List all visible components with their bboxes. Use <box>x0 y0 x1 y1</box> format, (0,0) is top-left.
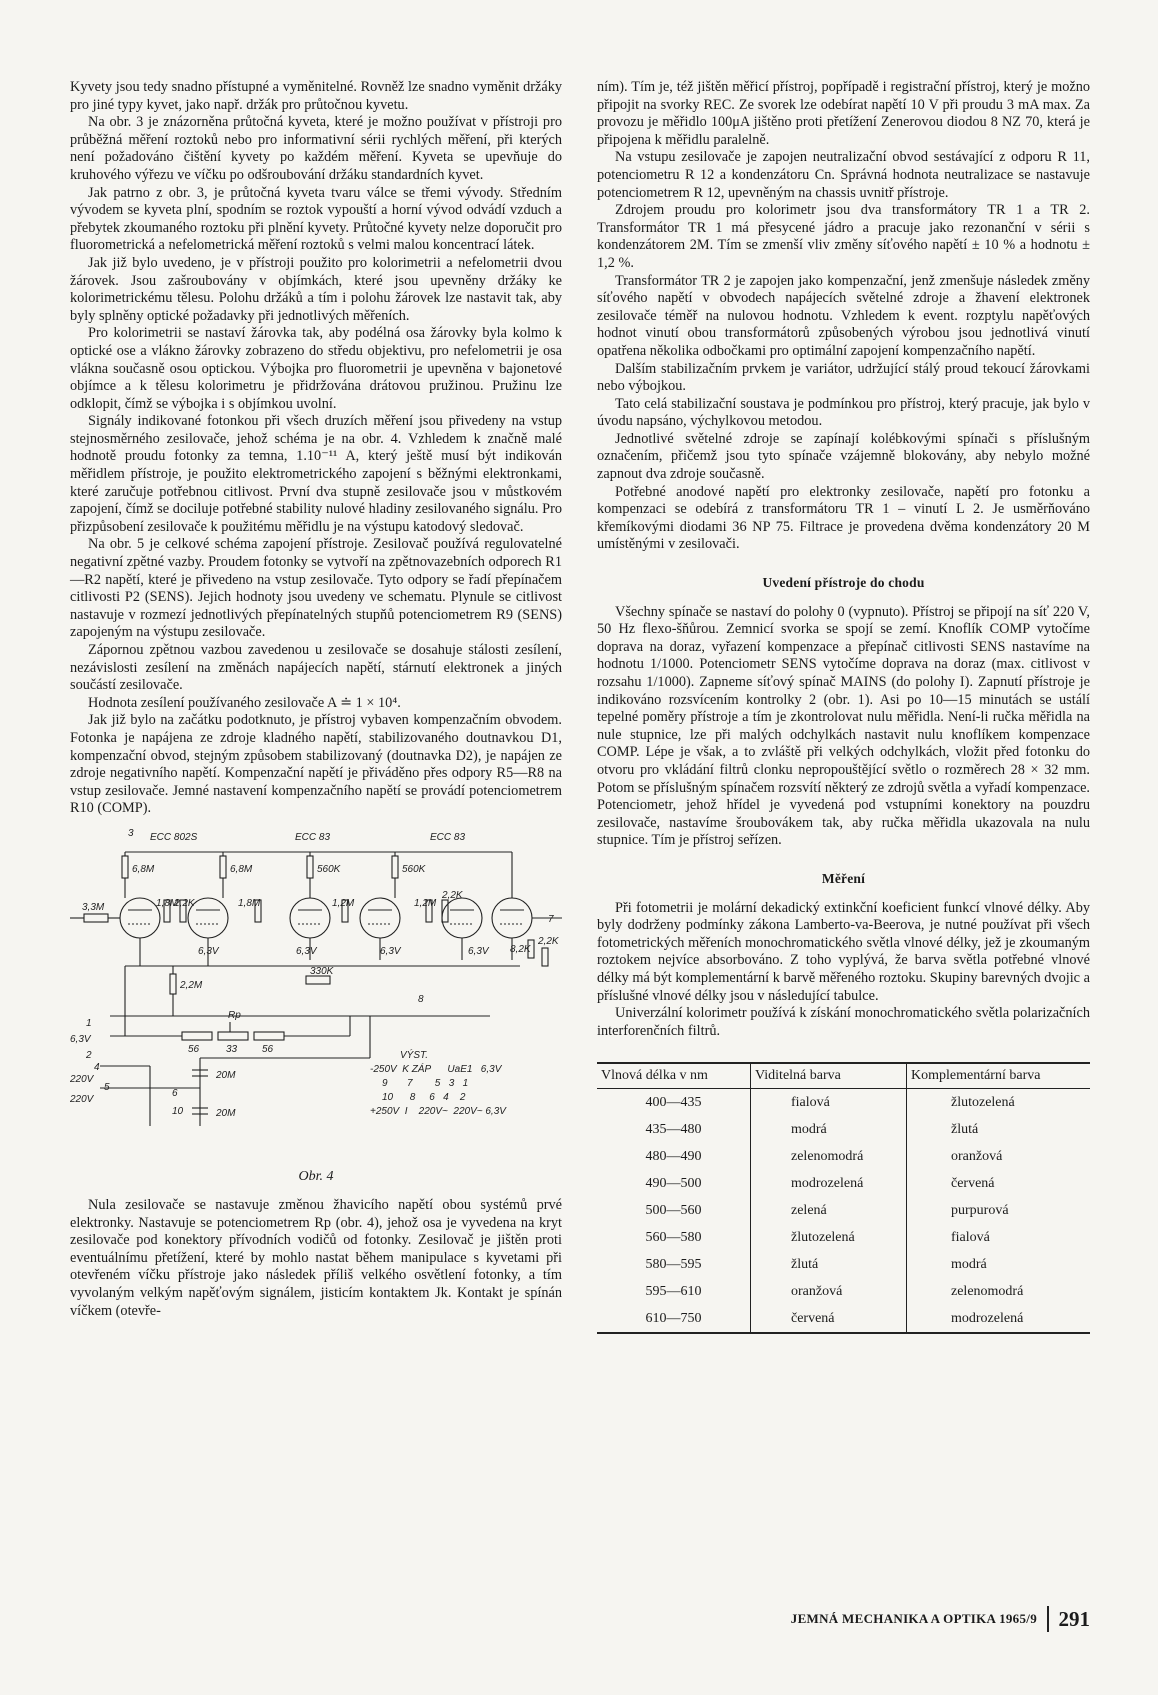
paragraph: Signály indikované fotonkou při všech druzích měření jsou přivedeny na vstup stejnosměrného zesilovače, jehož schéma je na obr. 4. Vzhledem k značně malé hodnotě proudu fotonky za temna, 1.10⁻¹¹ A, který ještě musí být indikován měřidlem přístroje, je použito elektrometrického zapojení s běžnými elektronkami, které zaručuje potřebnou citlivost. První dva stupně zesilovače jsou v můstkovém zapojení, čímž se dociluje potřebné stability nulové hladiny zesilovaného signálu. Pro přizpůsobení zesilovače k použitému měřidlu je na výstupu katodový sledovač. <box>70 413 562 535</box>
wavelength-table <box>597 1062 1090 1334</box>
table-cell: zelenomodrá <box>907 1278 1091 1305</box>
table-row <box>597 1170 1090 1197</box>
table-cell: modrá <box>907 1251 1091 1278</box>
table-row <box>597 1278 1090 1305</box>
paragraph: Zápornou zpětnou vazbou zavedenou u zesilovače se dosahuje stálosti zesílení, nezávislosti zesílení na změnách napájecích napětí, stárnutí elektronek a jiných součástí zesilovače. <box>70 642 562 694</box>
resistor-label: 56 <box>262 1043 274 1055</box>
input-label: 220V <box>70 1073 94 1085</box>
connector-row: +250V I 220V~ 220V~ 6,3V <box>370 1105 506 1117</box>
node-number: 1 <box>86 1017 92 1029</box>
resistor-label: 2,2K <box>174 897 195 909</box>
resistor-label: 56 <box>188 1043 200 1055</box>
resistor-label: 2,2M <box>180 979 203 991</box>
paragraph: Jednotlivé světelné zdroje se zapínají kolébkovými spínači s příslušným označením, přičemž jsou tyto spínače vzájemně blokovány, aby nebylo možné zapnout dva zdroje současně. <box>597 430 1090 483</box>
table-cell: oranžová <box>907 1143 1091 1170</box>
paragraph: Na vstupu zesilovače je zapojen neutralizační obvod sestávající z odporu R 11, potenciometru R 12 a kondenzátoru Cn. Správná hodnota neutralizace se nastavuje potenciometrem R 12, upevněným na chassis uvnitř přístroje. <box>597 149 1090 201</box>
table-cell: zelená <box>751 1197 907 1224</box>
resistor-label: 1,2M <box>332 897 355 909</box>
table-row <box>597 1143 1090 1170</box>
table-cell: 595—610 <box>645 1284 702 1300</box>
paragraph: Jak již bylo na začátku podotknuto, je přístroj vybaven kompenzačním obvodem. Fotonka je napájena ze zdroje kladného napětí, stabilizovaného doutnavkou D1, kompenzační obvod, stejným způsobem stabilizovaný (doutnavka D2), je napájen ze zdroje negativního napětí. Kompenzační napětí je přiváděno přes odpory R5—R8 na vstup zesilovače. Jemné nastavení kompenzačního napětí se provádí potenciometrem R10 (COMP). <box>70 712 562 817</box>
resistor-label: 560K <box>402 863 426 875</box>
table-cell: modrozelená <box>751 1170 907 1197</box>
table-header-row <box>597 1063 1090 1089</box>
heater-label: 6,3V <box>198 945 219 957</box>
node-number: 7 <box>548 913 554 925</box>
paragraph: Hodnota zesílení používaného zesilovače A ≐ 1 × 10⁴. <box>88 694 401 711</box>
paragraph: Univerzální kolorimetr používá k získání monochromatického světla polarizačních interforenčních filtrů. <box>597 1005 1090 1039</box>
paragraph: Jak patrno z obr. 3, je průtočná kyveta tvaru válce se třemi vývody. Středním vývodem se kyveta plní, spodním se roztok vypouští a horní vývod odvádí vzduch a přebytek zkoumaného roztoku při plnění kyvety. Průtočné kyvety nelze doporučit pro fluorometrická a nefelometrická měření roztoků s velmi malou koncentrací látek. <box>70 184 562 254</box>
resistor-label: 1,8M <box>238 897 261 909</box>
page-number: 291 <box>1058 1606 1090 1631</box>
paragraph: Na obr. 5 je celkové schéma zapojení přístroje. Zesilovač používá regulovatelné negativní zpětné vazby. Proudem fotonky se vytvoří na zpětnovazebních odporech R1—R2 napětí, které je přivedeno na vstup zesilovače. Tyto odpory se řadí přepínačem citlivosti P2 (SENS). Jejich hodnoty jsou uvedeny ve schematu. Plynule se citlivost nastavuje v rozmezí jednotlivých přepínatelných stupňů potenciometrem R9 (SENS) zapojeným na výstupu zesilovače. <box>70 536 562 641</box>
table-row <box>597 1116 1090 1143</box>
paragraph: Transformátor TR 2 je zapojen jako kompenzační, jenž zmenšuje následek změny síťového napětí v obvodech napájecích světelné zdroje a žhavení elektronek zesilovače téměř na nulovou hodnotu. Vzhledem k event. rozptylu napěťových hodnot vinutí obou transformátorů způsobených výrobou jsou jednotlivá vinutí opatřena několika odbočkami pro optimální zapojení kompenzačního napětí. <box>597 272 1090 359</box>
connector-title: VÝST. <box>400 1049 428 1061</box>
resistor-label: 560K <box>317 863 341 875</box>
capacitor-label: 20M <box>216 1069 236 1081</box>
table-cell: žlutozelená <box>907 1089 1091 1117</box>
table-cell: zelenomodrá <box>751 1143 907 1170</box>
table-cell: žlutá <box>907 1116 1091 1143</box>
input-label: 6,3V <box>70 1033 91 1045</box>
table-cell: purpurová <box>907 1197 1091 1224</box>
node-number: 5 <box>104 1081 110 1093</box>
table-cell: 610—750 <box>597 1305 751 1333</box>
resistor-label: 6,8M <box>230 863 253 875</box>
table-cell: 580—595 <box>645 1257 702 1273</box>
amplifier-schematic <box>70 826 562 1166</box>
table-cell: 500—560 <box>645 1203 702 1219</box>
pot-label: Rp <box>228 1009 241 1021</box>
heater-label: 6,3V <box>296 945 317 957</box>
table-cell: 435—480 <box>645 1122 702 1138</box>
resistor-label: 33 <box>226 1043 238 1055</box>
table-row <box>597 1305 1090 1333</box>
footer-divider <box>1047 1606 1049 1632</box>
table-cell: 480—490 <box>645 1149 702 1165</box>
connector-row: -250V K ZÁP UaE1 6,3V <box>370 1063 502 1075</box>
table-cell: fialová <box>751 1089 907 1117</box>
paragraph: Dalším stabilizačním prvkem je variátor, udržující stálý proud tekoucí žárovkami nebo výbojkou. <box>597 360 1090 395</box>
paragraph: Všechny spínače se nastaví do polohy 0 (vypnuto). Přístroj se připojí na síť 220 V, 50 Hz flexo-šňůrou. Zemnicí svorka se spojí se zemí. Knoflík COMP vytočíme doprava na doraz, vyřazení kompenzace a přepínač citlivosti SENS nastavíme na hodnotu 1/1000. Potenciometr SENS vytočíme doprava na doraz (max. citlivost v rozsahu 1/1000). Zapneme síťový spínač MAINS (do polohy I). Zapnutí přístroje je indikováno rozsvícením kontrolky 2 (obr. 1). Asi po 10—15 minutách se ustálí tepelné poměry přístroje a tím je zkontrolovat nulu měřidla. Není-li ručka měřidla na nule stupnice, lze při malých odchylkách nastavit nulu knoflíkem kompenzace COMP. Lépe je však, a to zvláště při velkých odchylkách, vložit před fotonku do otvoru pro vkládání filtrů clonku nepropouštějící světlo o rozměrech 28 × 32 mm. Potom se příslušným spínačem rozsvítí některý ze zdrojů světla a vyřadí kompenzace. Potenciometr, jehož hřídel je vyvedená pod vstupními konektory na pouzdru zesilovače, nastavíme šroubovákem tak, aby ručka měřidla ukazovala na nulu stupnice. Tím je přístroj seřízen. <box>597 603 1090 849</box>
paragraph: Tato celá stabilizační soustava je podmínkou pro přístroj, který pracuje, jak bylo v úvodu napsáno, výchylkovou metodou. <box>597 395 1090 430</box>
connector-row: 9 7 5 3 1 <box>382 1077 469 1089</box>
tube-label: ECC 83 <box>430 831 466 843</box>
node-number: 3 <box>128 827 134 839</box>
capacitor-label: 20M <box>216 1107 236 1119</box>
resistor-label: 8,2K <box>510 943 531 955</box>
node-number: 6 <box>172 1087 178 1099</box>
table-cell: 560—580 <box>645 1230 702 1246</box>
resistor-label: 1,2M <box>414 897 437 909</box>
tube-label: ECC 83 <box>295 831 331 843</box>
connector-row: 10 8 6 4 2 <box>382 1091 466 1103</box>
paragraph: Kyvety jsou tedy snadno přístupné a vyměnitelné. Rovněž lze snadno vyměnit držáky pro jiné typy kyvet, jako např. držák pro průtočnou kyvetu. <box>70 79 562 113</box>
table-cell: 400—435 <box>645 1095 702 1111</box>
node-number: 4 <box>94 1061 100 1073</box>
table-row <box>597 1251 1090 1278</box>
paragraph: Zdrojem proudu pro kolorimetr jsou dva transformátory TR 1 a TR 2. Transformátor TR 1 má přesycené jádro a pracuje jako rezonanční v sérii s kondenzátorem 2M. Tím se zmenší vliv změny síťového napětí ± 10 % a hodnotu ± 1,2 %. <box>597 202 1090 271</box>
journal-title: JEMNÁ MECHANIKA A OPTIKA 1965/9 <box>790 1611 1037 1626</box>
node-number: 8 <box>418 993 424 1005</box>
figure-caption: Obr. 4 <box>298 1168 334 1184</box>
input-label: 220V <box>70 1093 94 1105</box>
paragraph: Na obr. 3 je znázorněna průtočná kyveta, které je možno používat v přístroji pro průběžná měření roztoků nebo pro informativní sérii rychlých měření, při kterých není požadováno čištění kyvety po každém měření. Kyveta se upevňuje do kruhového výřezu ve víčku po odšroubování držáku standardních kyvet. <box>70 114 562 183</box>
heater-label: 6,3V <box>380 945 401 957</box>
resistor-label: 1,8M <box>156 897 179 909</box>
node-number: 2 <box>86 1049 92 1061</box>
page-footer <box>791 1606 1090 1632</box>
figure-4-schematic <box>70 826 562 1191</box>
table-cell: fialová <box>907 1224 1091 1251</box>
resistor-label: 6,8M <box>132 863 155 875</box>
table-cell: červená <box>907 1170 1091 1197</box>
table-cell: žlutá <box>751 1251 907 1278</box>
column-header: Vlnová délka v nm <box>597 1063 751 1089</box>
table-row <box>597 1197 1090 1224</box>
table-cell: červená <box>751 1305 907 1333</box>
section-heading: Uvedení přístroje do chodu <box>762 575 925 591</box>
node-number: 10 <box>172 1105 184 1117</box>
table-cell: modrozelená <box>907 1305 1091 1333</box>
column-header: Viditelná barva <box>751 1063 907 1089</box>
paragraph: ním). Tím je, též jištěn měřicí přístroj, popřípadě i registrační přístroj, který je možno připojit na svorky REC. Ze svorek lze odebírat napětí 10 V při proudu 3 mA max. Za provozu je měřidlo 100μA jištěno proti přetížení Zenerovou diodou 8 NZ 70, která je připojena k měřidlu paralelně. <box>597 79 1090 148</box>
table-cell: modrá <box>751 1116 907 1143</box>
paragraph: Nula zesilovače se nastavuje změnou žhavicího napětí obou systémů prvé elektronky. Nastavuje se potenciometrem Rp (obr. 4), jehož osa je vyvedena na kryt zesilovače pod konektory přívodních vodičů od fotonky. Zesilovač je jištěn proti eventuálnímu přetížení, které by mohlo nastat během manipulace s kyvetami při otevřeném víčku přístroje jako následek příliš velkého osvětlení fotonky, a tím vyvolaným velkým napěťovým signálem, jisticím kontaktem Jk. Kontakt je spínán víčkem (otevře- <box>70 1196 562 1319</box>
heater-label: 6,3V <box>468 945 489 957</box>
resistor-label: 2,2K <box>538 935 559 947</box>
resistor-label: 2,2K <box>442 889 463 901</box>
paragraph: Jak již bylo uvedeno, je v přístroji použito pro kolorimetrii a nefelometrii dvou žárovek. Jsou zašroubovány v objímkách, které jsou upevněny držáky ke kolorimetrickému tělesu. Polohu držáků a tím i polohu žárovek lze nastavit tak, aby byly splněny optické požadavky při jednotlivých měřeních. <box>70 254 562 324</box>
table-cell: žlutozelená <box>751 1224 907 1251</box>
section-heading: Měření <box>821 870 866 886</box>
right-column <box>597 79 1090 1334</box>
column-header: Komplementární barva <box>907 1063 1091 1089</box>
table-row <box>597 1089 1090 1117</box>
resistor-label: 330K <box>310 965 334 977</box>
left-column <box>70 79 562 1320</box>
table-cell: oranžová <box>751 1278 907 1305</box>
resistor-label: 3,3M <box>82 901 105 913</box>
paragraph: Pro kolorimetrii se nastaví žárovka tak, aby podélná osa žárovky byla kolmo k optické ose a vlákno žárovky zobrazeno do středu objektivu, pro nefelometrii je osa vlákna současně osou optickou. Výbojka pro fluorometrii je upevněna v bajonetové objímce a k tělesu kolorimetru je přidržována drátovou pružinou. Pružinu lze odklopit, čímž se výbojka i s objímkou uvolní. <box>70 325 562 412</box>
paragraph: Potřebné anodové napětí pro elektronky zesilovače, napětí pro fotonku a kompenzaci se odebírá z transformátoru TR 1 – vinutí L 2. Je usměrňováno křemíkovými diodami 36 NP 75. Filtrace je provedena dvěma kondenzátory 20 M umístěnými v zesilovači. <box>597 483 1090 553</box>
table-cell: 490—500 <box>645 1176 702 1192</box>
table-row <box>597 1224 1090 1251</box>
paragraph: Při fotometrii je molární dekadický extinkční koeficient funkcí vlnové délky. Aby byly dodrženy podmínky zákona Lamberto-va-Beerova, je nutné používat při všech fotometrických měřeních monochromatického světla vlnové délky, jež je zkoumaným roztokem nejvíce absorbováno. Z toho vyplývá, že barva světla potřebné vlnové délky má být komplementární k barvě měřeného roztoku. Skupiny barevných dvojic a příslušné vlnové délky jsou v následující tabulce. <box>597 899 1090 1004</box>
tube-label: ECC 802S <box>150 831 198 843</box>
